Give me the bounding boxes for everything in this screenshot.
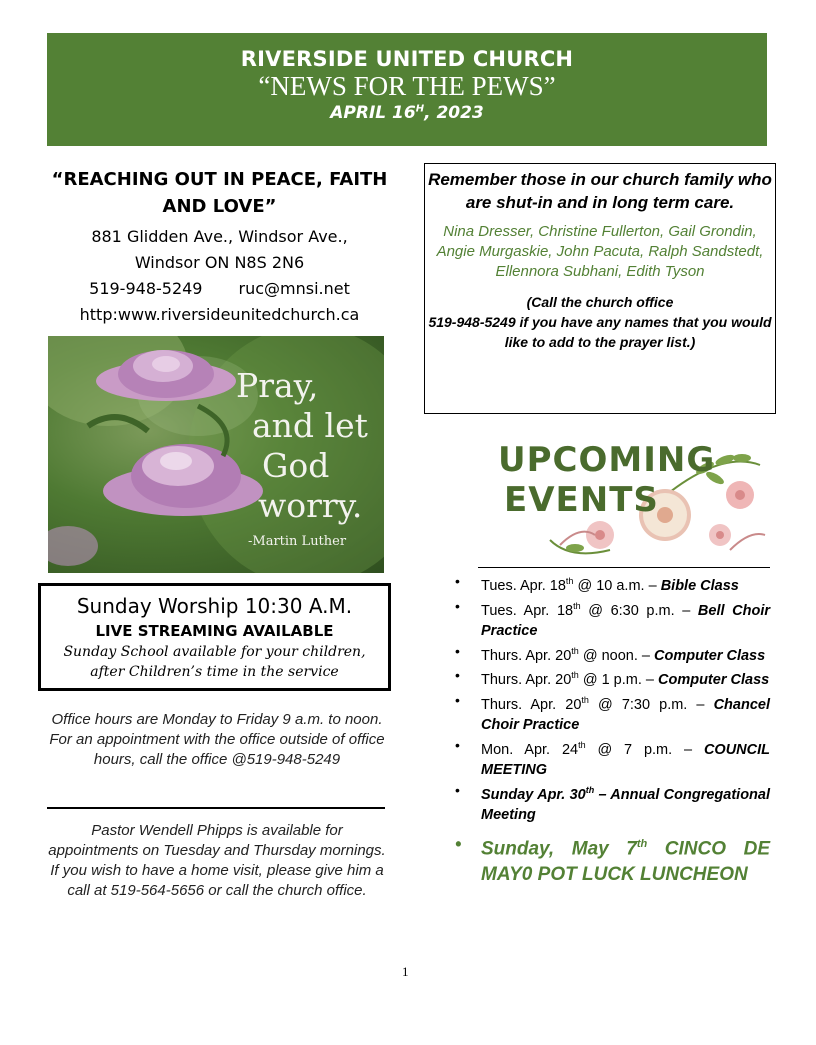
events-word: EVENTS [504, 480, 659, 520]
prayer-list-heading: Remember those in our church family who are shut-in and in long term care. [428, 170, 772, 212]
newsletter-header [47, 33, 767, 146]
event-item: • Tues. Apr. 18th @ 10 a.m. – Bible Class [455, 571, 770, 596]
phone-number: 519-948-5249 [89, 279, 203, 298]
contact-info [47, 224, 392, 328]
event-item: • Thurs. Apr. 20th @ 1 p.m. – Computer Class [455, 665, 770, 690]
email-address[interactable]: ruc@mnsi.net [238, 279, 350, 298]
prayer-list-box [424, 163, 776, 414]
upcoming-word: UPCOMING [498, 440, 716, 480]
quote-author: -Martin Luther [248, 534, 347, 549]
pastor-availability: Pastor Wendell Phipps is available for appointments on Tuesday and Thursday mornings. If you wish to have a home visit, please give him a call at 519-564-5656 or call the church office. [48, 822, 386, 899]
event-item-annual-meeting: • Sunday Apr. 30th – Annual Congregational Meeting [455, 780, 770, 825]
event-item-potluck: • Sunday, May 7th CINCO DE MAY0 POT LUCK LUNCHEON [455, 831, 770, 888]
newsletter-date: APRIL $16^H$, 2023 [330, 103, 484, 123]
prayer-quote: Pray, and let God worry. [236, 366, 368, 525]
upcoming-events-graphic [490, 440, 780, 565]
church-name: RIVERSIDE UNITED CHURCH [240, 47, 574, 71]
office-hours: Office hours are Monday to Friday 9 a.m. to noon. For an appointment with the office outside of office hours, call the office @519-948-5249 [49, 711, 385, 768]
worship-info-box [38, 583, 391, 691]
live-streaming-note: LIVE STREAMING AVAILABLE [95, 622, 334, 640]
address-line-2: Windsor ON N8S 2N6 [134, 253, 305, 272]
events-list [455, 571, 770, 888]
events-divider [478, 567, 770, 568]
event-item: • Thurs. Apr. 20th @ noon. – Computer Class [455, 641, 770, 666]
event-item: • Mon. Apr. 24th @ 7 p.m. – COUNCIL MEETING [455, 735, 770, 780]
church-motto: “REACHING OUT IN PEACE, FAITH AND LOVE” [51, 169, 388, 217]
address-line-1: 881 Glidden Ave., Windsor Ave., [91, 227, 348, 246]
website-link[interactable]: http:www.riversideunitedchurch.ca [79, 305, 360, 324]
sunday-school-note: Sunday School available for your children, after Children’s time in the service [63, 644, 366, 680]
page-number: 1 [402, 964, 409, 979]
event-item: • Thurs. Apr. 20th @ 7:30 p.m. – Chancel Choir Practice [455, 690, 770, 735]
event-item: • Tues. Apr. 18th @ 6:30 p.m. – Bell Choir Practice [455, 596, 770, 641]
prayer-list-instructions: (Call the church office 519-948-5249 if you have any names that you would like to add to the prayer list.) [428, 294, 772, 350]
worship-time: Sunday Worship 10:30 A.M. [76, 594, 353, 618]
divider [47, 807, 385, 809]
newsletter-title: “NEWS FOR THE PEWS” [258, 71, 556, 101]
prayer-list-names: Nina Dresser, Christine Fullerton, Gail Grondin, Angie Murgaskie, John Pacuta, Ralph Sandstedt, Ellennora Subhani, Edith Tyson [436, 223, 764, 280]
prayer-quote-image [48, 336, 384, 573]
